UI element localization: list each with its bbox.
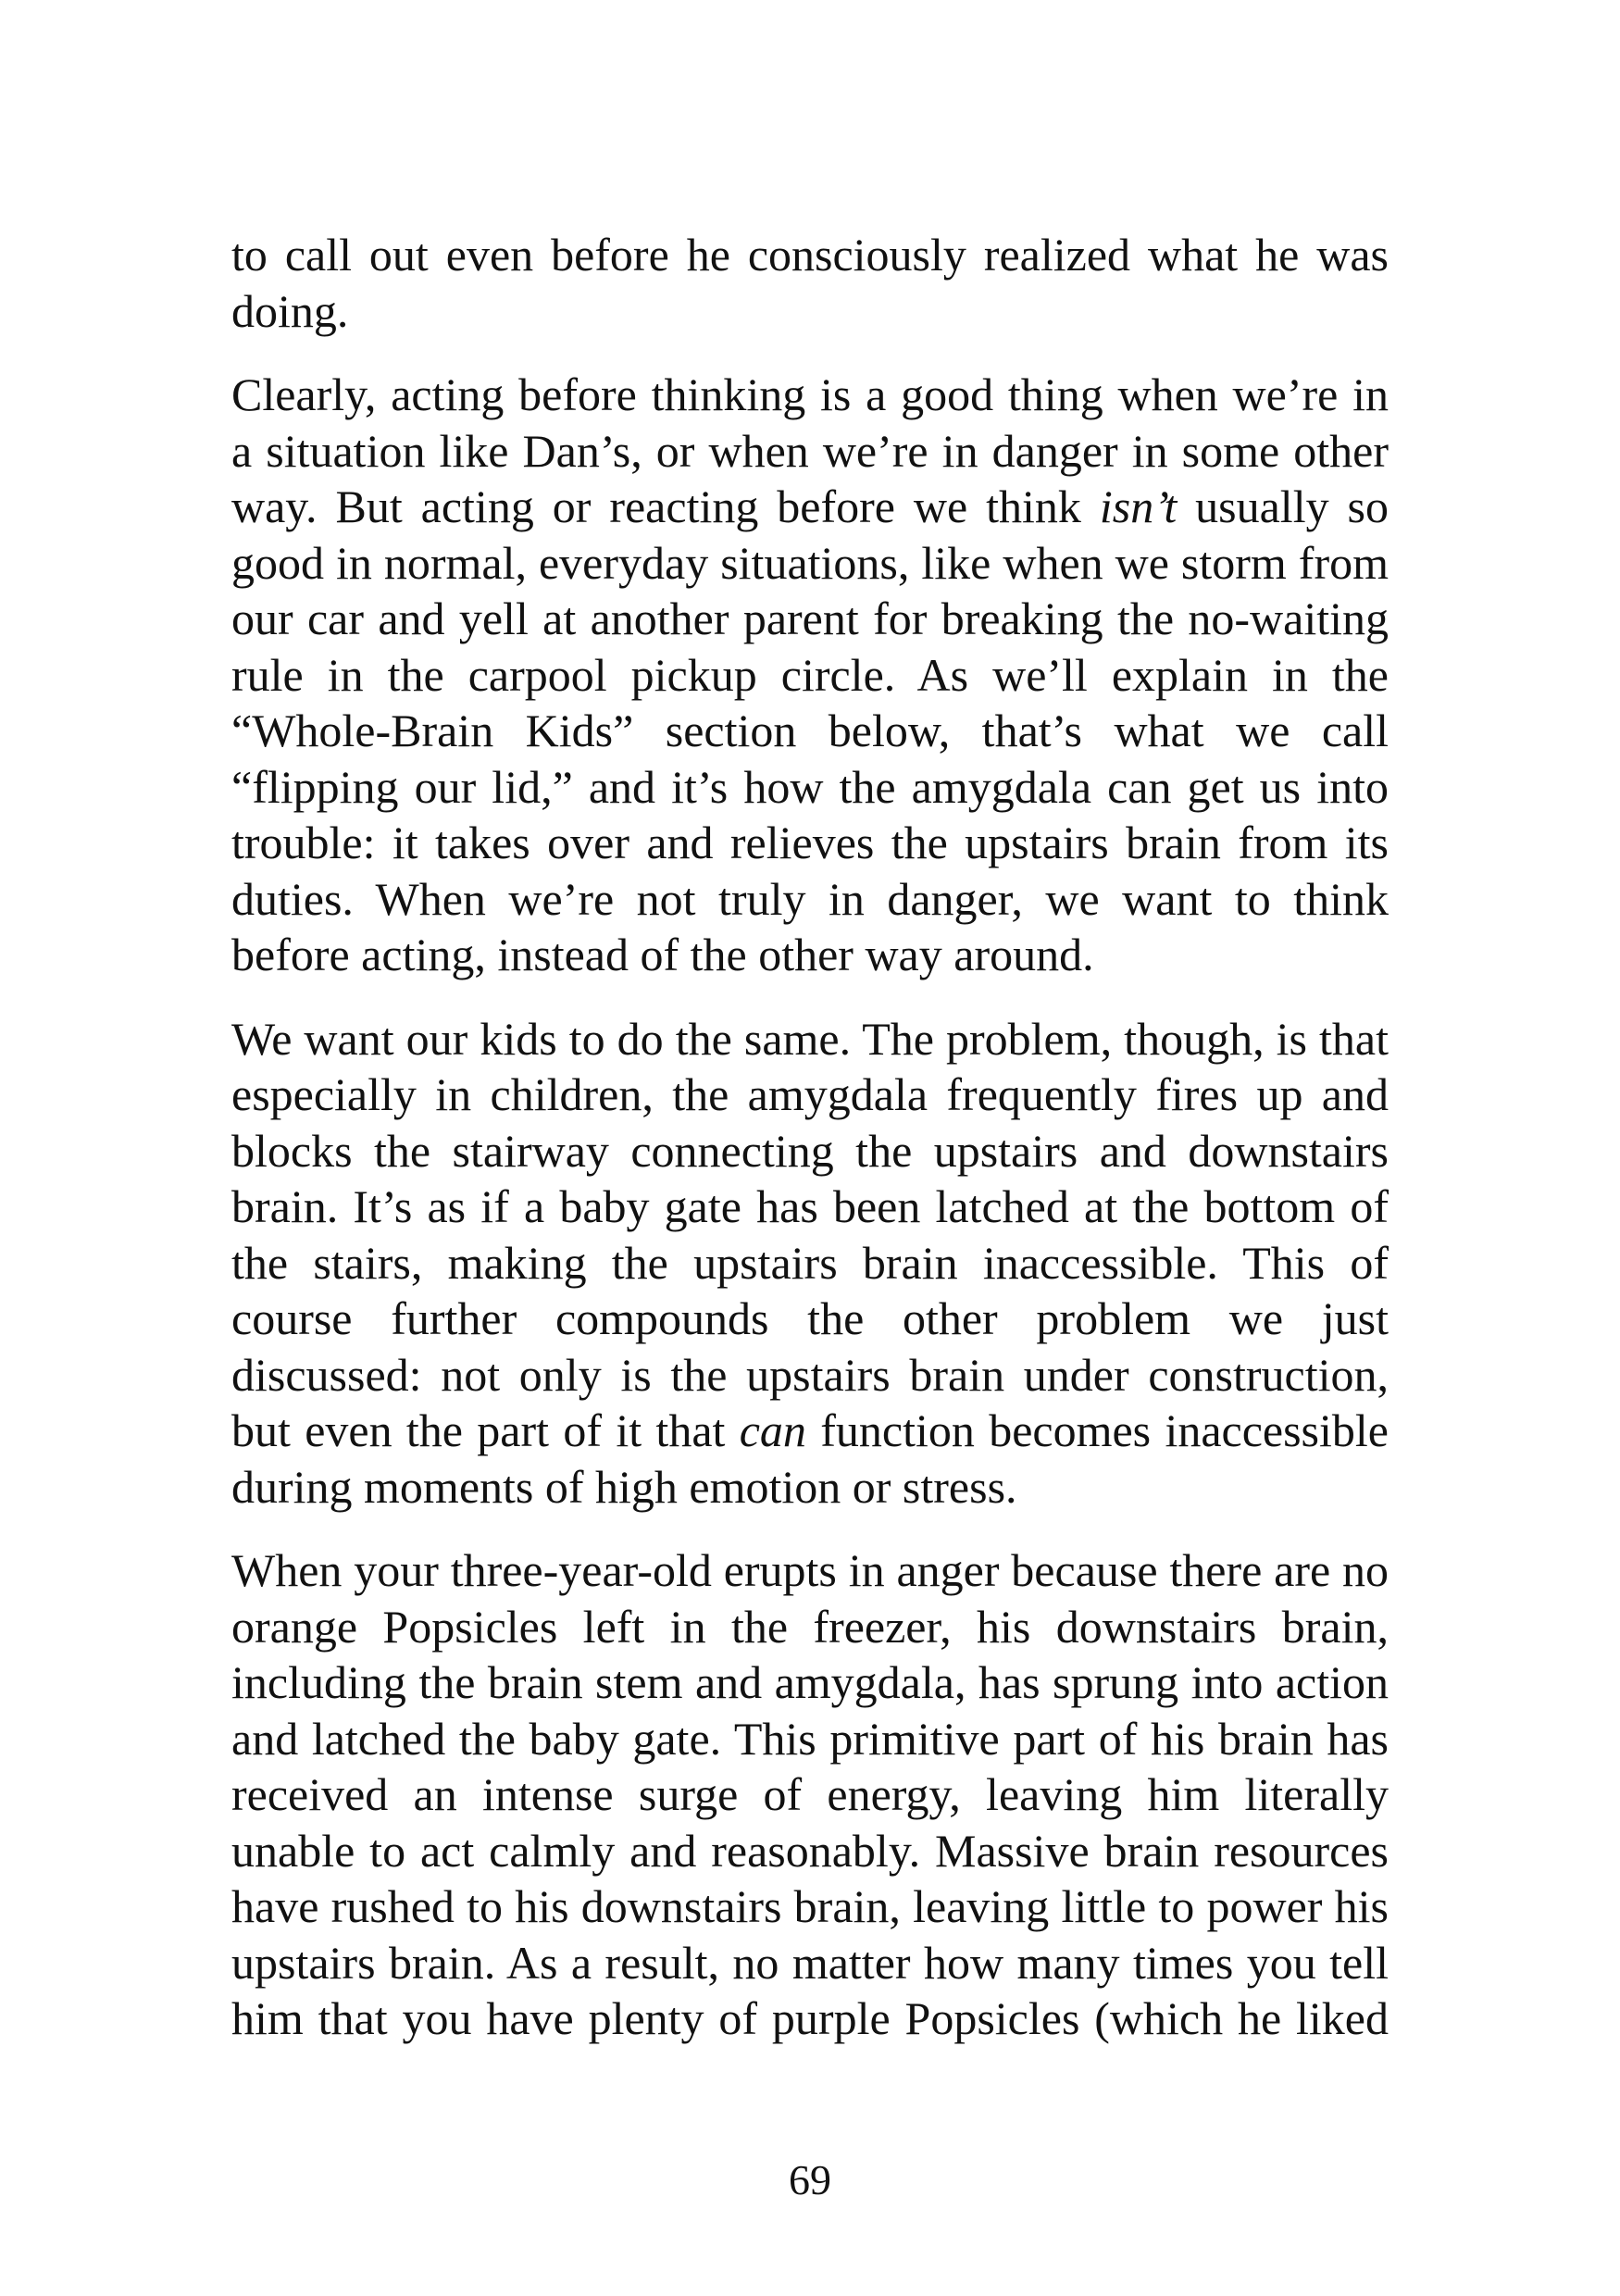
- paragraph-1: [231, 227, 1389, 339]
- body-text: [231, 227, 1389, 2075]
- paragraph-3-emphasis: can: [739, 1404, 806, 1456]
- paragraph-1-text: to call out even before he consciously realized what he was doing.: [231, 229, 1389, 337]
- paragraph-2-text-a: Clearly, acting before thinking is a good thing when we’re in a situation like Dan’s, or when we’re in danger in some other way. But acting or reacting before we think: [231, 368, 1389, 532]
- paragraph-4-text: When your three-year-old erupts in anger because there are no orange Popsicles left in the freezer, his downstairs brain, including the brain stem and amygdala, has sprung into action and latched the baby gate. This primitive part of his brain has received an intense surge of energy, leaving him literally unable to act calmly and reasonably. Massive brain resources have rushed to his downstairs brain, leaving little to power his upstairs brain. As a result, no matter how many times you tell him that you have plenty of purple Popsicles (which he liked: [231, 1544, 1389, 2044]
- paragraph-2-emphasis: isn’t: [1099, 480, 1178, 532]
- paragraph-3-text-b: function becomes inaccessible during moments of high emotion or stress.: [231, 1404, 1389, 1513]
- page-number: 69: [789, 2156, 831, 2203]
- paragraph-2: [231, 367, 1389, 983]
- paragraph-3: [231, 1011, 1389, 1516]
- paragraph-4: [231, 1542, 1389, 2047]
- paragraph-2-text-b: usually so good in normal, everyday situations, like when we storm from our car and yell at another parent for breaking the no-waiting rule in the carpool pickup circle. As we’ll explain in the “Whole-Brain Kids” section below, that’s what we call “flipping our lid,” and it’s how the amygdala can get us into trouble: it takes over and relieves the upstairs brain from its duties. When we’re not truly in danger, we want to think before acting, instead of the other way around.: [231, 480, 1389, 980]
- paragraph-3-text-a: We want our kids to do the same. The problem, though, is that especially in children, the amygdala frequently fires up and blocks the stairway connecting the upstairs and downstairs brain. It’s as if a baby gate has been latched at the bottom of the stairs, making the upstairs brain inaccessible. This of course further compounds the other problem we just discussed: not only is the upstairs brain under construction, but even the part of it that: [231, 1012, 1389, 1456]
